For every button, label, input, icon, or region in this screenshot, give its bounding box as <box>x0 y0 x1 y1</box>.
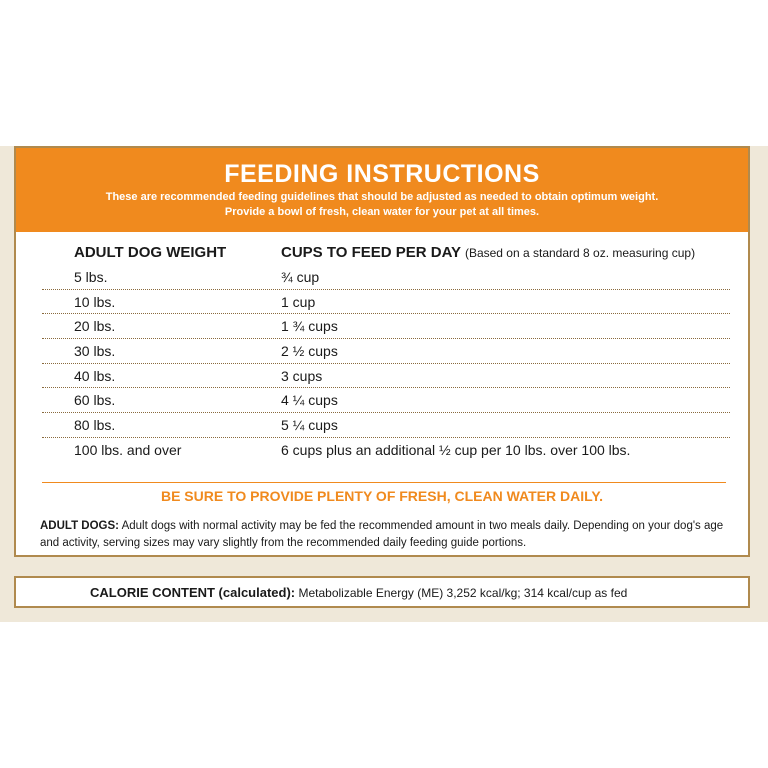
column-header-weight: ADULT DOG WEIGHT <box>74 244 227 261</box>
table-row <box>42 388 730 413</box>
table-row <box>42 413 730 438</box>
cups-cell: 1 cup <box>281 293 316 310</box>
feeding-instructions-card <box>14 146 750 557</box>
weight-cell: 5 lbs. <box>74 269 108 285</box>
weight-cell: 60 lbs. <box>74 392 116 409</box>
header-subtitle <box>16 190 748 220</box>
table-row <box>42 438 730 463</box>
table-row <box>42 339 730 364</box>
calorie-content <box>90 585 627 600</box>
cups-cell: 6 cups plus an additional ½ cup per 10 lbs. over 100 lbs. <box>281 441 631 458</box>
calorie-text: Metabolizable Energy (ME) 3,252 kcal/kg; 314 kcal/cup as fed <box>298 586 628 600</box>
weight-cell: 80 lbs. <box>74 417 116 434</box>
column-header-cups-label: CUPS TO FEED PER DAY <box>281 244 461 261</box>
calorie-content-box <box>14 576 750 608</box>
subtitle-line-2: Provide a bowl of fresh, clean water for your pet at all times. <box>224 206 540 218</box>
weight-cell: 10 lbs. <box>74 293 116 310</box>
table-row <box>42 314 730 339</box>
feeding-table <box>42 265 730 463</box>
adult-dogs-text: Adult dogs with normal activity may be fed the recommended amount in two meals daily. Depending on your dog's age and activity, serving sizes may vary slightly from the recommended daily feeding guide portions. <box>40 520 724 549</box>
orange-divider <box>42 482 726 483</box>
cups-cell: 5 ¼ cups <box>281 417 338 434</box>
weight-cell: 30 lbs. <box>74 343 116 360</box>
header-band <box>16 148 748 232</box>
calorie-label: CALORIE CONTENT (calculated): <box>90 585 296 600</box>
cups-cell: 4 ¼ cups <box>281 392 338 409</box>
cups-cell: 2 ½ cups <box>281 343 338 360</box>
cups-cell: 1 ¾ cups <box>281 318 338 335</box>
column-header-cups-note: (Based on a standard 8 oz. measuring cup) <box>464 246 696 260</box>
cups-cell: 3 cups <box>281 367 323 384</box>
column-header-cups <box>281 244 695 261</box>
adult-dogs-label: ADULT DOGS: <box>40 520 120 532</box>
weight-cell: 100 lbs. and over <box>74 441 182 458</box>
table-row <box>42 265 730 290</box>
weight-cell: 40 lbs. <box>74 367 116 384</box>
water-banner: BE SURE TO PROVIDE PLENTY OF FRESH, CLEAN WATER DAILY. <box>160 488 604 504</box>
table-row <box>42 290 730 315</box>
table-row <box>42 364 730 389</box>
weight-cell: 20 lbs. <box>74 318 116 335</box>
page-title: FEEDING INSTRUCTIONS <box>224 160 540 188</box>
adult-dogs-note <box>40 518 730 552</box>
subtitle-line-1: These are recommended feeding guidelines that should be adjusted as needed to obtain optimum weight. <box>105 191 659 203</box>
cups-cell: ¾ cup <box>281 269 320 285</box>
